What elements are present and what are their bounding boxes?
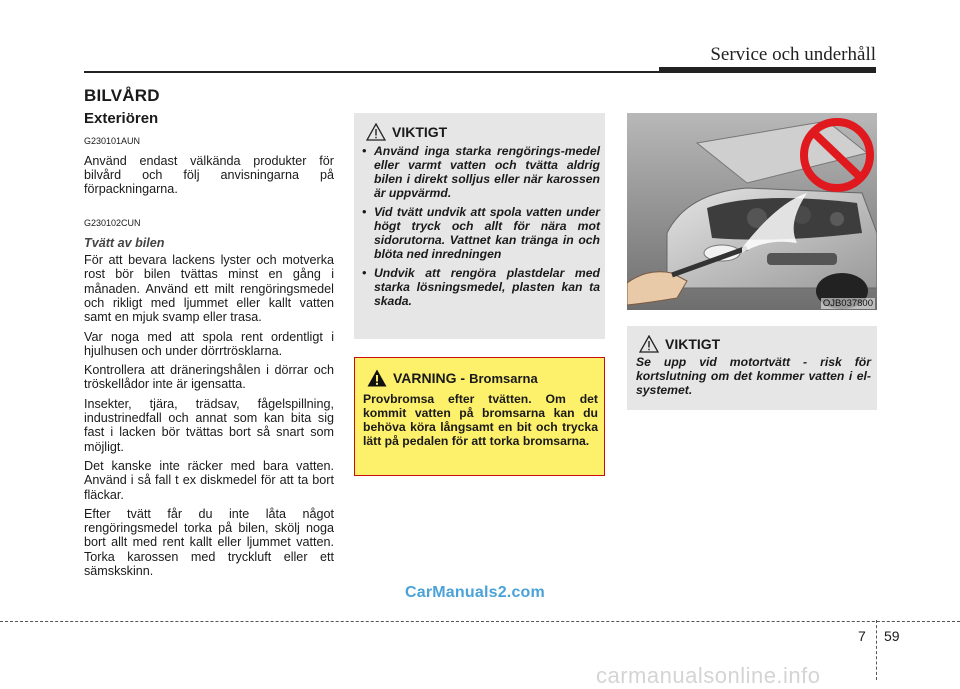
section-code: G230101AUN (84, 136, 141, 147)
figure-code: OJB037800 (822, 298, 873, 309)
caution-icon (639, 335, 659, 353)
warning-box (354, 357, 605, 476)
notice-title: VIKTIGT (665, 336, 721, 352)
notice-title: VIKTIGT (392, 124, 448, 140)
wash-heading: Tvätt av bilen (84, 235, 165, 250)
page-heading: BILVÅRD (84, 86, 160, 105)
paragraph: Insekter, tjära, trädsav, fågelspillning, industrinedfall och annat som kan bita sig fast i lacken bör tvättas bort så snart som möjligt. (84, 396, 334, 454)
warning-icon (367, 369, 387, 387)
intro-paragraph: Använd endast välkända produkter för bilvård och följ anvisningarna på förpackningarna. (84, 153, 334, 197)
footer-divider (876, 620, 877, 680)
left-column (84, 112, 334, 583)
header-rule (84, 71, 659, 73)
warning-text: Provbromsa efter tvätten. Om det kommit vatten på bromsarna kan du behöva köra långsamt en bit och trycka lätt på pedalen för att torka bromsarna. (363, 392, 598, 448)
notice-box (627, 326, 877, 410)
warning-subtitle: Bromsarna (469, 370, 538, 386)
notice-text: Se upp vid motortvätt - risk för kortslutning om det kommer vatten i el-systemet. (636, 355, 871, 397)
notice-item: • Vid tvätt undvik att spola vatten under högt tryck och allt för nära mot sidorutorna. Vattnet kan tränga in och blöta ned inredningen (362, 205, 600, 261)
warning-title: VARNING - (393, 370, 466, 386)
paragraph: Efter tvätt får du inte låta något rengöringsmedel torka på bilen, skölj noga bort allt med rent kallt eller ljummet vatten. Torka karossen med tryckluft eller ett sämskskinn. (84, 506, 334, 579)
chapter-number: 7 (858, 628, 866, 644)
section-title: Service och underhåll (710, 44, 876, 65)
caution-icon (366, 123, 386, 141)
footer-rule (0, 621, 960, 622)
notice-box (354, 113, 605, 339)
engine-wash-prohibited-image (627, 113, 877, 310)
paragraph: Kontrollera att dräneringshålen i dörrar och tröskellådor inte är igensatta. (84, 363, 334, 392)
paragraph: Det kanske inte räcker med bara vatten. Använd i så fall t ex diskmedel för att ta bort fläckar. (84, 458, 334, 502)
notice-header (639, 335, 720, 353)
notice-item: • Använd inga starka rengörings-medel eller varmt vatten och tvätta aldrig bilen i direkt solljus eller när karossen är uppvärmd. (362, 144, 600, 200)
warning-header (367, 369, 538, 387)
paragraph: Var noga med att spola rent ordentligt i hjulhusen och under dörrtrösklarna. (84, 329, 334, 358)
notice-list (362, 144, 600, 313)
notice-header (366, 123, 447, 141)
section-code: G230102CUN (84, 218, 141, 229)
subheading: Exteriören (84, 110, 159, 127)
site-watermark: carmanualsonline.info (596, 663, 821, 688)
watermark-link[interactable]: CarManuals2.com (405, 584, 545, 601)
paragraph: För att bevara lackens lyster och motverka rost bör bilen tvättas minst en gång i månaden. Använd ett milt rengöringsmedel och rikligt med ljummet eller kallt vatten samt en mjuk svamp eller trasa. (84, 253, 334, 325)
page-number: 59 (884, 628, 900, 644)
header-rule-thick (659, 67, 876, 73)
notice-item: • Undvik att rengöra plastdelar med starka lösningsmedel, plasten kan ta skada. (362, 266, 600, 308)
car-wash-illustration (627, 113, 877, 310)
